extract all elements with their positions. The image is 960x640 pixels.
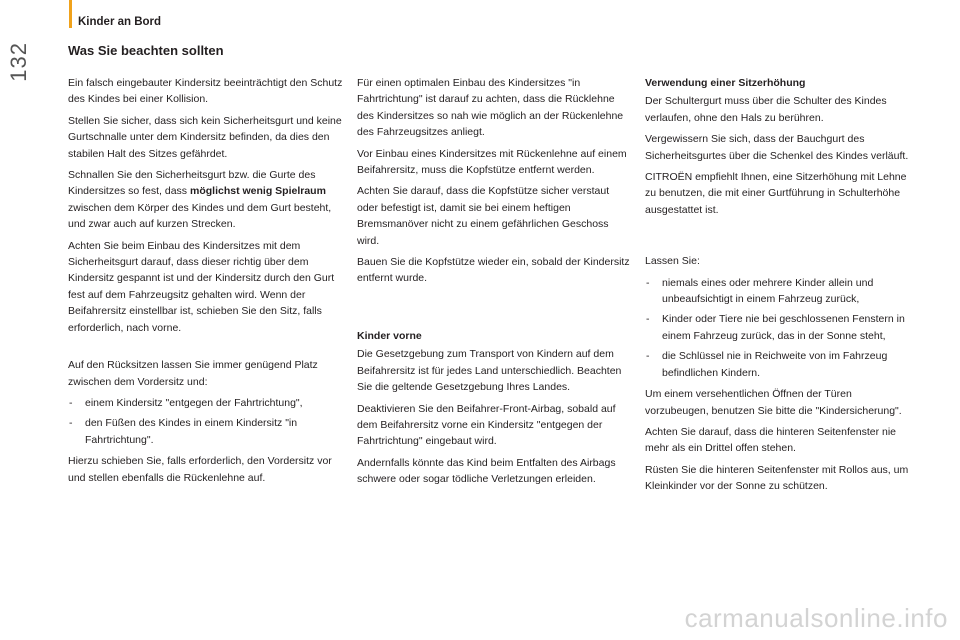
paragraph: Andernfalls könnte das Kind beim Entfalten des Airbags schwere oder sogar tödliche Verletzungen erleiden. (357, 456, 616, 486)
text-column-3 (645, 75, 917, 500)
paragraph: CITROËN empfiehlt Ihnen, eine Sitzerhöhung mit Lehne zu benutzen, die mit einer Gurtführung in Schulterhöhe ausgestattet ist. (645, 171, 907, 216)
emphasis-text: möglichst wenig Spielraum (189, 185, 326, 198)
paragraph: Rüsten Sie die hinteren Seitenfenster mit Rollos aus, um Kleinkinder vor der Sonne zu schützen. (645, 463, 909, 493)
paragraph: Lassen Sie: (645, 255, 700, 268)
paragraph: Der Schultergurt muss über die Schulter des Kindes verlaufen, ohne den Hals zu berühren. (645, 95, 887, 124)
list-item: - den Füßen des Kindes in einem Kindersitz "in Fahrtrichtung". (68, 415, 346, 448)
paragraph: Für einen optimalen Einbau des Kindersitzes "in Fahrtrichtung" ist darauf zu achten, dass die Rücklehne des Kindersitzes so nah wie möglich an der Rückenlehne des Fahrzeugsitzes anliegt. (357, 77, 624, 139)
subheading: Verwendung einer Sitzerhöhung (645, 77, 806, 89)
section-title: Kinder an Bord (78, 16, 162, 28)
paragraph: Auf den Rücksitzen lassen Sie immer genügend Platz zwischen dem Vordersitz und: (68, 359, 318, 388)
text-column-1 (68, 75, 346, 491)
paragraph: Vor Einbau eines Kindersitzes mit Rückenlehne auf einem Beifahrersitz, muss die Kopfstütze entfernt werden. (357, 147, 627, 177)
subheading: Kinder vorne (357, 329, 422, 342)
paragraph: Bauen Sie die Kopfstütze wieder ein, sobald der Kindersitz entfernt wurde. (357, 256, 630, 285)
watermark: carmanualsonline.info (684, 603, 948, 633)
bullet-list (68, 395, 346, 448)
list-item: - einem Kindersitz "entgegen der Fahrtrichtung", (68, 395, 346, 411)
paragraph-text: zwischen dem Körper des Kindes und dem Gurt besteht, und zwar auch auf kurzen Strecken. (68, 201, 332, 231)
paragraph: Die Gesetzgebung zum Transport von Kindern auf dem Beifahrersitz ist für jedes Land unterschiedlich. Beachten Sie die geltende Gesetzgebung Ihres Landes. (357, 348, 622, 394)
paragraph: Achten Sie beim Einbau des Kindersitzes mit dem Sicherheitsgurt darauf, dass dieser richtig über dem Kindersitz gespannt ist und der Kindersitz durch den Gurt fest auf dem Fahrzeugsitz gehalten wird. Wenn der Beifahrersitz einstellbar ist, schieben Sie den Sitz, falls erforderlich, nach vorne. (68, 239, 335, 334)
bullet-list (645, 275, 917, 381)
paragraph-text: Schnallen Sie den Sicherheitsgurt bzw. die Gurte des Kindersitzes so fest, dass (68, 169, 316, 198)
page-heading: Was Sie beachten sollten (68, 43, 224, 58)
page-number: 132 (6, 42, 31, 82)
paragraph: Vergewissern Sie sich, dass der Bauchgurt des Sicherheitsgurtes über die Schenkel des Kindes verläuft. (645, 133, 909, 162)
list-item: - Kinder oder Tiere nie bei geschlossenen Fenstern in einem Fahrzeug zurück, das in der Sonne steht, (645, 311, 917, 344)
paragraph: Achten Sie darauf, dass die Kopfstütze sicher verstaut oder befestigt ist, damit sie bei einem heftigen Bremsmanöver nicht zu einem gefährlichen Geschoss wird. (357, 185, 610, 247)
paragraph: Ein falsch eingebauter Kindersitz beeinträchtigt den Schutz des Kindes bei einer Kollision. (68, 77, 343, 106)
paragraph: Achten Sie darauf, dass die hinteren Seitenfenster nie mehr als ein Drittel offen stehen. (645, 425, 896, 455)
paragraph: Deaktivieren Sie den Beifahrer-Front-Airbag, sobald auf dem Beifahrersitz vorne ein Kindersitz "entgegen der Fahrtrichtung" eingebaut wird. (357, 402, 616, 448)
paragraph: Stellen Sie sicher, dass sich kein Sicherheitsgurt und keine Gurtschnalle unter dem Kindersitz befinden, da dies den stabilen Halt des Sitzes gefährdet. (68, 114, 342, 160)
text-column-2 (357, 75, 633, 493)
paragraph (68, 167, 346, 233)
paragraph: Um einem versehentlichen Öffnen der Türen vorzubeugen, benutzen Sie bitte die "Kindersicherung". (645, 388, 902, 417)
list-item: - niemals eines oder mehrere Kinder allein und unbeaufsichtigt in einem Fahrzeug zurück, (645, 275, 917, 308)
paragraph: Hierzu schieben Sie, falls erforderlich, den Vordersitz vor und stellen ebenfalls die Rückenlehne auf. (68, 455, 332, 484)
section-accent-bar (69, 0, 72, 28)
list-item: - die Schlüssel nie in Reichweite von im Fahrzeug befindlichen Kindern. (645, 348, 917, 381)
